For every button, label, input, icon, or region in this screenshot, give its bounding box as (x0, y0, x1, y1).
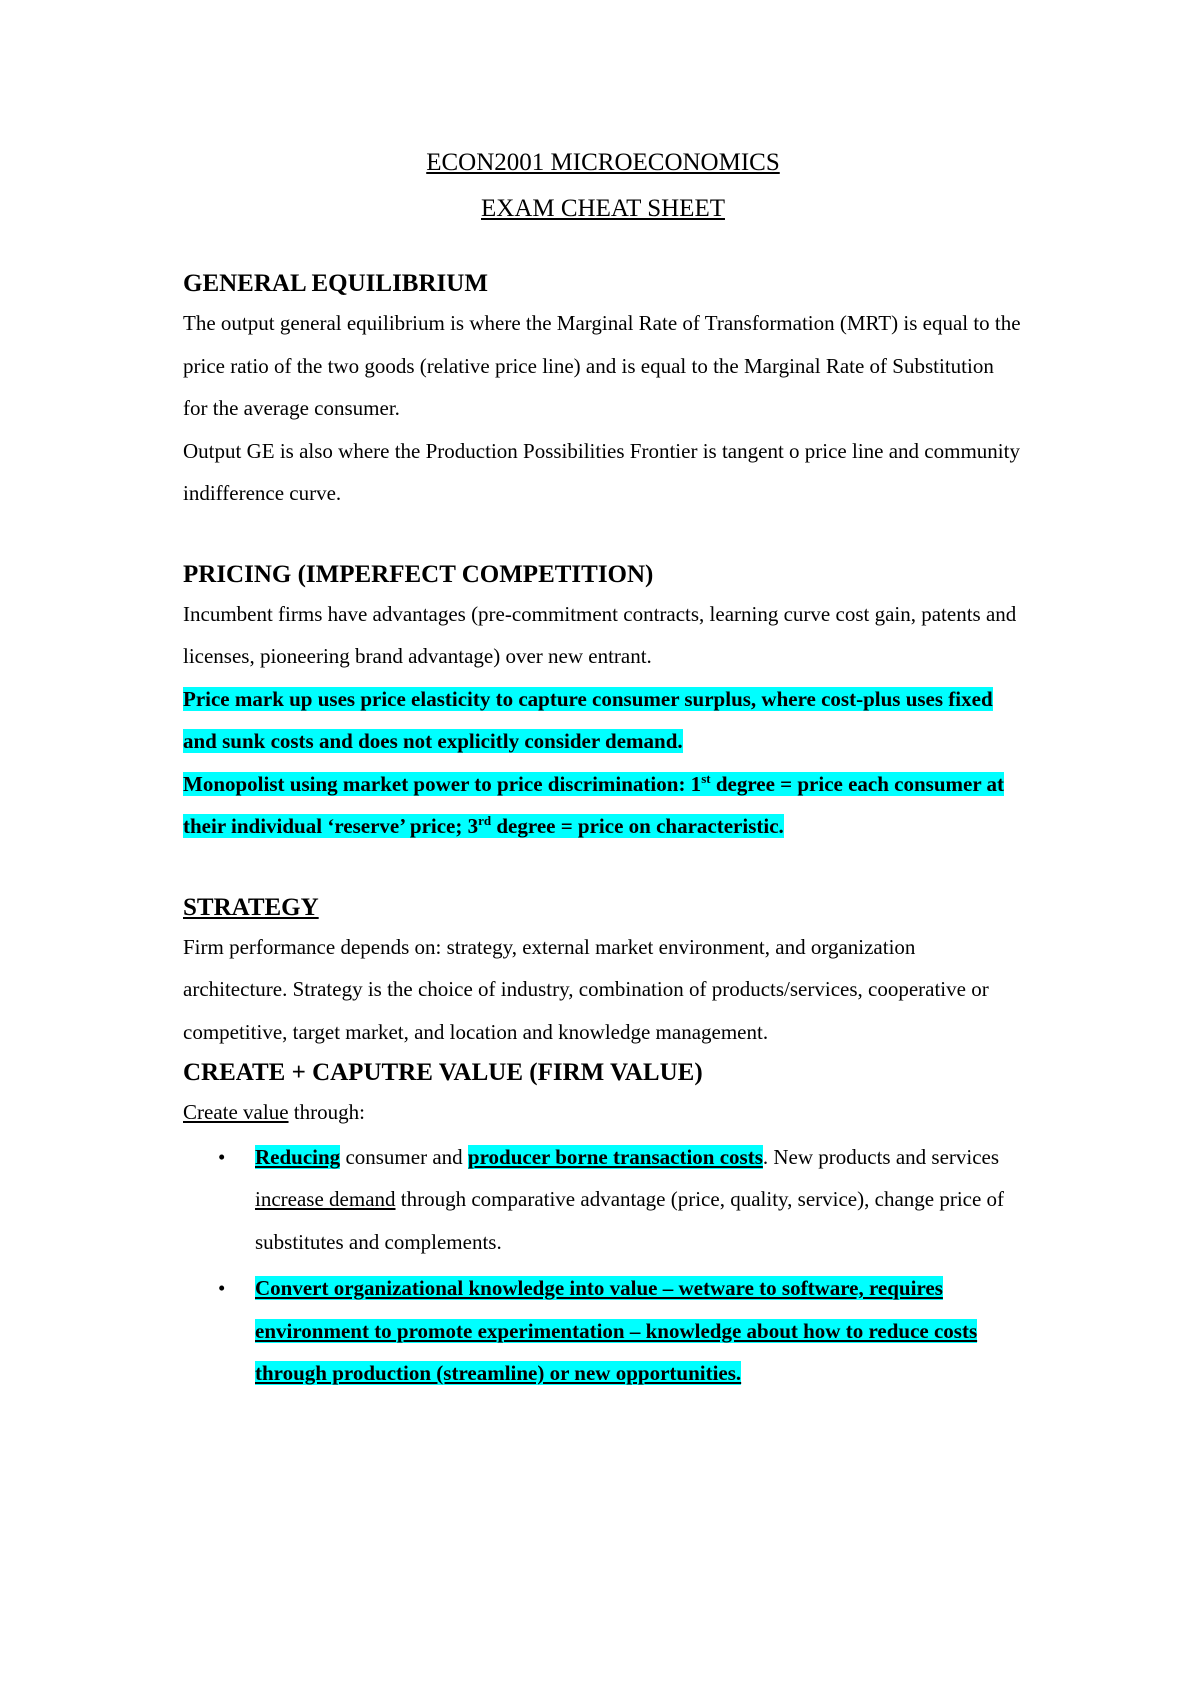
pricing-highlight-1: Price mark up uses price elasticity to capture consumer surplus, where cost-plus uses fixed and sunk costs and does not explicitly consider demand. (183, 686, 993, 753)
document-subtitle: EXAM CHEAT SHEET (481, 195, 725, 222)
ge-paragraph-2: Output GE is also where the Production Possibilities Frontier is tangent o price line and community indifference curve. (183, 438, 1020, 505)
section-pricing (183, 557, 1023, 848)
section-general-equilibrium (183, 266, 1023, 515)
heading-strategy: STRATEGY (183, 893, 319, 921)
pricing-highlight-2: Monopolist using market power to price discrimination: 1st degree = price each consumer at their individual ‘reserve’ price; 3rd degree = price on characteristic. (183, 770, 1005, 838)
heading-pricing: PRICING (IMPERFECT COMPETITION) (183, 560, 654, 588)
document-page (183, 140, 1023, 1395)
bullet-icon: • (218, 1144, 226, 1169)
create-value-intro: Create value through: (183, 1100, 365, 1124)
section-strategy (183, 890, 1023, 1054)
list-item: • Convert organizational knowledge into value – wetware to software, requires environment to promote experimentation – knowledge about how to reduce costs through production (streamline) or new opportunities. (183, 1267, 1023, 1395)
course-title: ECON2001 MICROECONOMICS (426, 149, 780, 176)
strategy-paragraph-1: Firm performance depends on: strategy, external market environment, and organization architecture. Strategy is the choice of industry, combination of products/services, cooperative or competitive, target market, and location and knowledge management. (183, 934, 989, 1044)
heading-general-equilibrium: GENERAL EQUILIBRIUM (183, 270, 488, 297)
list-item: • Reducing consumer and producer borne transaction costs. New products and services increase demand through comparative advantage (price, quality, service), change price of substitutes and complements. (183, 1136, 1023, 1264)
pricing-paragraph-1: Incumbent firms have advantages (pre-commitment contracts, learning curve cost gain, patents and licenses, pioneering brand advantage) over new entrant. (183, 601, 1017, 668)
bullet-icon: • (218, 1276, 226, 1300)
create-value-list (183, 1136, 1023, 1395)
ge-paragraph-1: The output general equilibrium is where the Marginal Rate of Transformation (MRT) is equal to the price ratio of the two goods (relative price line) and is equal to the Marginal Rate of Substitution for the average consumer. (183, 311, 1021, 420)
heading-create-capture-value: CREATE + CAPUTRE VALUE (FIRM VALUE) (183, 1059, 703, 1086)
section-create-capture-value (183, 1055, 1023, 1395)
